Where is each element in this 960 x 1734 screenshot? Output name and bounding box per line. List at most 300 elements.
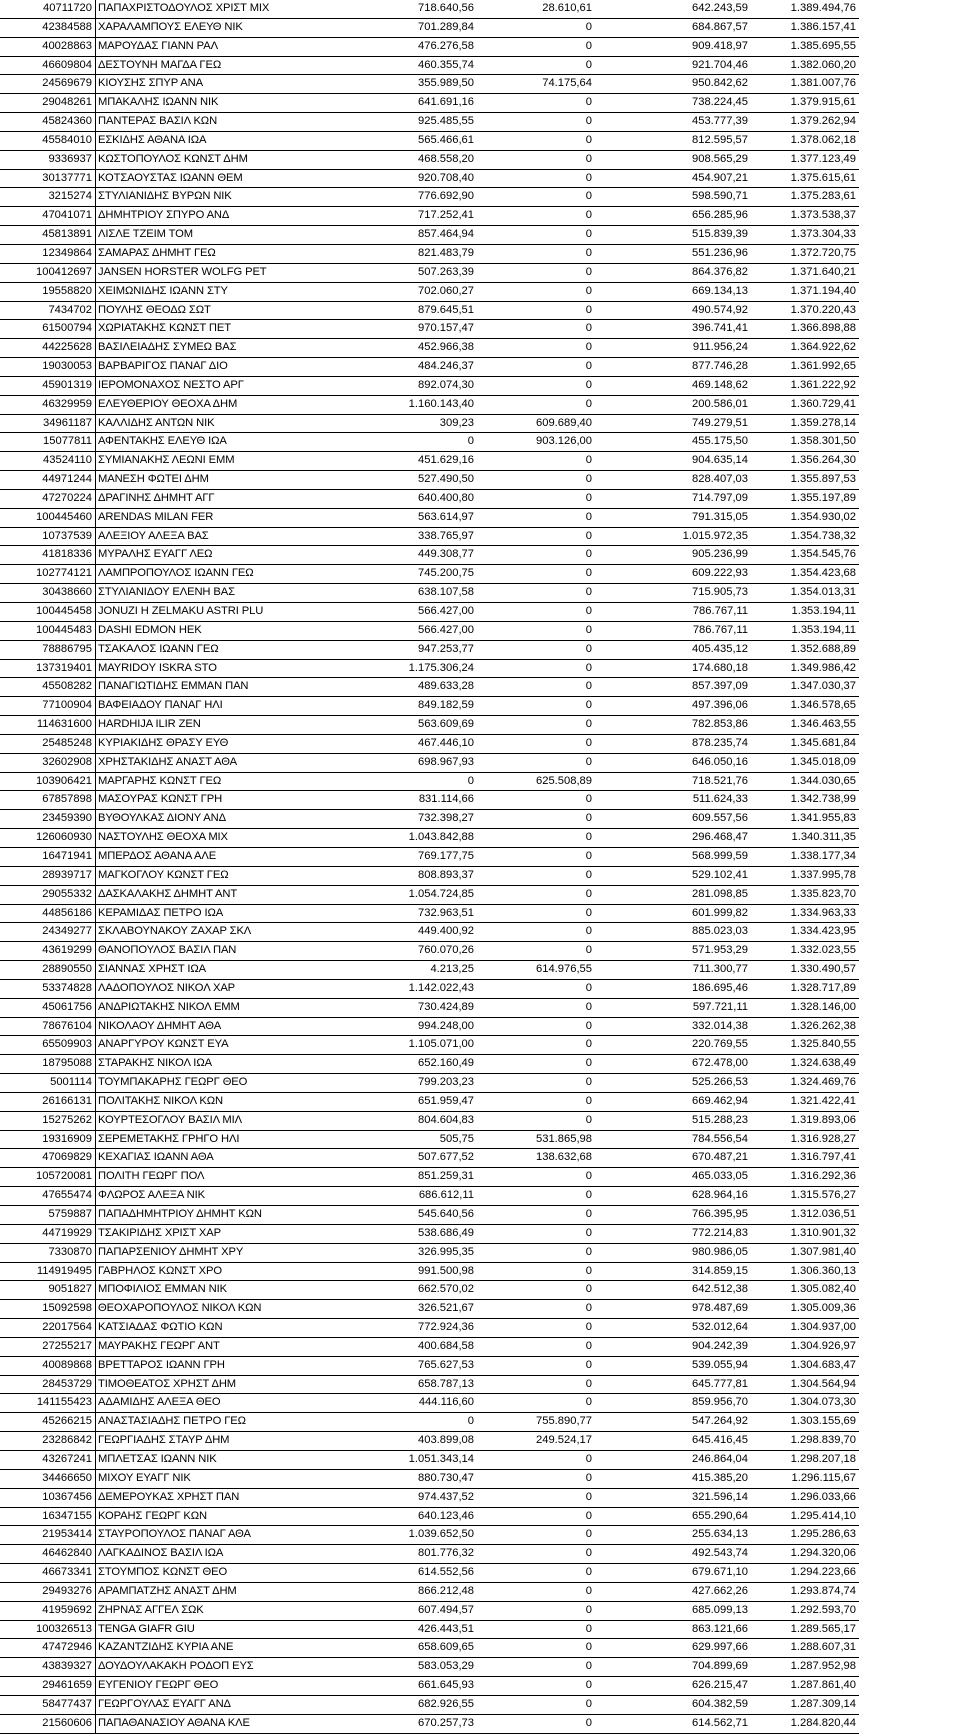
empty-cell bbox=[859, 565, 960, 584]
table-row bbox=[0, 697, 960, 716]
name-cell: ΛΑΜΠΡΟΠΟΥΛΟΣ ΙΩΑΝΝ ΓΕΩ bbox=[96, 565, 355, 584]
name-cell: ΣΚΛΑΒΟΥΝΑΚΟΥ ΖΑΧΑΡ ΣΚΛ bbox=[96, 923, 355, 942]
table-row bbox=[0, 56, 960, 75]
amount-b-cell: 0 bbox=[477, 923, 595, 942]
afm-cell: 5001114 bbox=[0, 1074, 96, 1093]
amount-b-cell: 0 bbox=[477, 1281, 595, 1300]
empty-cell bbox=[859, 1394, 960, 1413]
name-cell: JANSEN HORSTER WOLFG PET bbox=[96, 263, 355, 282]
total-cell: 1.338.177,34 bbox=[751, 847, 859, 866]
amount-c-cell: 551.236,96 bbox=[595, 244, 751, 263]
total-cell: 1.295.286,63 bbox=[751, 1526, 859, 1545]
amount-b-cell: 0 bbox=[477, 339, 595, 358]
amount-b-cell: 531.865,98 bbox=[477, 1130, 595, 1149]
table-row bbox=[0, 1507, 960, 1526]
empty-cell bbox=[859, 150, 960, 169]
amount-a-cell: 607.494,57 bbox=[354, 1601, 477, 1620]
table-row bbox=[0, 1243, 960, 1262]
afm-cell: 29055332 bbox=[0, 885, 96, 904]
amount-a-cell: 538.686,49 bbox=[354, 1224, 477, 1243]
table-row bbox=[0, 395, 960, 414]
amount-b-cell: 0 bbox=[477, 942, 595, 961]
table-row bbox=[0, 1036, 960, 1055]
amount-a-cell: 452.966,38 bbox=[354, 339, 477, 358]
total-cell: 1.355.897,53 bbox=[751, 471, 859, 490]
amount-c-cell: 646.050,16 bbox=[595, 753, 751, 772]
total-cell: 1.379.262,94 bbox=[751, 113, 859, 132]
name-cell: ΣΑΜΑΡΑΣ ΔΗΜΗΤ ΓΕΩ bbox=[96, 244, 355, 263]
amount-a-cell: 527.490,50 bbox=[354, 471, 477, 490]
name-cell: HARDHIJA ILIR ZEN bbox=[96, 716, 355, 735]
afm-cell: 67857898 bbox=[0, 791, 96, 810]
name-cell: ΚΩΣΤΟΠΟΥΛΟΣ ΚΩΝΣΤ ΔΗΜ bbox=[96, 150, 355, 169]
empty-cell bbox=[859, 1092, 960, 1111]
amount-c-cell: 718.521,76 bbox=[595, 772, 751, 791]
empty-cell bbox=[859, 659, 960, 678]
amount-a-cell: 772.924,36 bbox=[354, 1319, 477, 1338]
amount-c-cell: 255.634,13 bbox=[595, 1526, 751, 1545]
amount-b-cell: 0 bbox=[477, 998, 595, 1017]
afm-cell: 34466650 bbox=[0, 1469, 96, 1488]
amount-b-cell: 0 bbox=[477, 18, 595, 37]
amount-c-cell: 490.574,92 bbox=[595, 301, 751, 320]
amount-c-cell: 909.418,97 bbox=[595, 37, 751, 56]
name-cell: ΣΤΟΥΜΠΟΣ ΚΩΝΣΤ ΘΕΟ bbox=[96, 1564, 355, 1583]
total-cell: 1.364.922,62 bbox=[751, 339, 859, 358]
empty-cell bbox=[859, 339, 960, 358]
table-row bbox=[0, 904, 960, 923]
amount-b-cell: 0 bbox=[477, 546, 595, 565]
amount-b-cell: 0 bbox=[477, 734, 595, 753]
amount-b-cell: 0 bbox=[477, 1507, 595, 1526]
afm-cell: 47069829 bbox=[0, 1149, 96, 1168]
total-cell: 1.304.926,97 bbox=[751, 1337, 859, 1356]
amount-b-cell: 0 bbox=[477, 1375, 595, 1394]
total-cell: 1.305.009,36 bbox=[751, 1300, 859, 1319]
amount-c-cell: 645.777,81 bbox=[595, 1375, 751, 1394]
table-row bbox=[0, 1224, 960, 1243]
amount-a-cell: 857.464,94 bbox=[354, 226, 477, 245]
table-row bbox=[0, 1582, 960, 1601]
amount-c-cell: 465.033,05 bbox=[595, 1168, 751, 1187]
afm-cell: 24569679 bbox=[0, 75, 96, 94]
table-row bbox=[0, 1601, 960, 1620]
amount-c-cell: 812.595,57 bbox=[595, 131, 751, 150]
empty-cell bbox=[859, 885, 960, 904]
afm-cell: 3215274 bbox=[0, 188, 96, 207]
amount-b-cell: 0 bbox=[477, 150, 595, 169]
amount-c-cell: 396.741,41 bbox=[595, 320, 751, 339]
amount-b-cell: 0 bbox=[477, 1582, 595, 1601]
amount-b-cell: 0 bbox=[477, 358, 595, 377]
amount-a-cell: 925.485,55 bbox=[354, 113, 477, 132]
afm-cell: 114631600 bbox=[0, 716, 96, 735]
amount-a-cell: 400.684,58 bbox=[354, 1337, 477, 1356]
empty-cell bbox=[859, 866, 960, 885]
amount-b-cell: 0 bbox=[477, 1319, 595, 1338]
table-row bbox=[0, 829, 960, 848]
amount-c-cell: 885.023,03 bbox=[595, 923, 751, 942]
empty-cell bbox=[859, 942, 960, 961]
empty-cell bbox=[859, 1601, 960, 1620]
afm-cell: 16471941 bbox=[0, 847, 96, 866]
afm-cell: 100326513 bbox=[0, 1620, 96, 1639]
table-row bbox=[0, 1187, 960, 1206]
name-cell: ΜΑΥΡΑΚΗΣ ΓΕΩΡΓ ΑΝΤ bbox=[96, 1337, 355, 1356]
name-cell: ΠΑΝΑΓΙΩΤΙΔΗΣ ΕΜΜΑΝ ΠΑΝ bbox=[96, 678, 355, 697]
table-row bbox=[0, 1714, 960, 1733]
total-cell: 1.307.981,40 bbox=[751, 1243, 859, 1262]
afm-cell: 40711720 bbox=[0, 0, 96, 18]
amount-b-cell: 0 bbox=[477, 1639, 595, 1658]
name-cell: ΤΣΑΚΑΛΟΣ ΙΩΑΝΝ ΓΕΩ bbox=[96, 640, 355, 659]
amount-a-cell: 662.570,02 bbox=[354, 1281, 477, 1300]
amount-a-cell: 730.424,89 bbox=[354, 998, 477, 1017]
name-cell: ΧΩΡΙΑΤΑΚΗΣ ΚΩΝΣΤ ΠΕΤ bbox=[96, 320, 355, 339]
table-row bbox=[0, 18, 960, 37]
name-cell: ΧΕΙΜΩΝΙΔΗΣ ΙΩΑΝΝ ΣΤΥ bbox=[96, 282, 355, 301]
amount-b-cell: 0 bbox=[477, 1545, 595, 1564]
amount-c-cell: 669.134,13 bbox=[595, 282, 751, 301]
empty-cell bbox=[859, 1262, 960, 1281]
amount-c-cell: 609.557,56 bbox=[595, 810, 751, 829]
amount-b-cell: 0 bbox=[477, 697, 595, 716]
amount-a-cell: 760.070,26 bbox=[354, 942, 477, 961]
amount-a-cell: 449.308,77 bbox=[354, 546, 477, 565]
amount-b-cell: 249.524,17 bbox=[477, 1432, 595, 1451]
name-cell: ΝΑΣΤΟΥΛΗΣ ΘΕΟΧΑ ΜΙΧ bbox=[96, 829, 355, 848]
name-cell: ΠΑΠΑΘΑΝΑΣΙΟΥ ΑΘΑΝΑ ΚΛΕ bbox=[96, 1714, 355, 1733]
name-cell: ΠΑΠΑΡΣΕΝΙΟΥ ΔΗΜΗΤ ΧΡΥ bbox=[96, 1243, 355, 1262]
total-cell: 1.354.545,76 bbox=[751, 546, 859, 565]
table-row bbox=[0, 659, 960, 678]
empty-cell bbox=[859, 1300, 960, 1319]
empty-cell bbox=[859, 207, 960, 226]
amount-a-cell: 686.612,11 bbox=[354, 1187, 477, 1206]
amount-b-cell: 28.610,61 bbox=[477, 0, 595, 18]
amount-c-cell: 532.012,64 bbox=[595, 1319, 751, 1338]
total-cell: 1.373.304,33 bbox=[751, 226, 859, 245]
amount-b-cell: 0 bbox=[477, 1036, 595, 1055]
table-row bbox=[0, 1017, 960, 1036]
amount-b-cell: 0 bbox=[477, 169, 595, 188]
empty-cell bbox=[859, 1036, 960, 1055]
total-cell: 1.305.082,40 bbox=[751, 1281, 859, 1300]
empty-cell bbox=[859, 1055, 960, 1074]
table-row bbox=[0, 603, 960, 622]
empty-cell bbox=[859, 113, 960, 132]
amount-a-cell: 1.054.724,85 bbox=[354, 885, 477, 904]
total-cell: 1.316.292,36 bbox=[751, 1168, 859, 1187]
empty-cell bbox=[859, 1206, 960, 1225]
empty-cell bbox=[859, 1111, 960, 1130]
amount-c-cell: 672.478,00 bbox=[595, 1055, 751, 1074]
total-cell: 1.310.901,32 bbox=[751, 1224, 859, 1243]
amount-a-cell: 732.963,51 bbox=[354, 904, 477, 923]
name-cell: ΑΝΑΣΤΑΣΙΑΔΗΣ ΠΕΤΡΟ ΓΕΩ bbox=[96, 1413, 355, 1432]
table-row bbox=[0, 188, 960, 207]
name-cell: ΚΙΟΥΣΗΣ ΣΠΥΡ ΑΝΑ bbox=[96, 75, 355, 94]
table-row bbox=[0, 1488, 960, 1507]
amount-c-cell: 220.769,55 bbox=[595, 1036, 751, 1055]
table-row bbox=[0, 37, 960, 56]
afm-cell: 21953414 bbox=[0, 1526, 96, 1545]
amount-c-cell: 791.315,05 bbox=[595, 508, 751, 527]
total-cell: 1.353.194,11 bbox=[751, 621, 859, 640]
total-cell: 1.295.414,10 bbox=[751, 1507, 859, 1526]
amount-b-cell: 0 bbox=[477, 1450, 595, 1469]
table-row bbox=[0, 942, 960, 961]
table-row bbox=[0, 979, 960, 998]
name-cell: ΔΑΣΚΑΛΑΚΗΣ ΔΗΜΗΤ ΑΝΤ bbox=[96, 885, 355, 904]
table-row bbox=[0, 1111, 960, 1130]
amount-a-cell: 804.604,83 bbox=[354, 1111, 477, 1130]
table-row bbox=[0, 1375, 960, 1394]
name-cell: ΓΑΒΡΗΛΟΣ ΚΩΝΣΤ ΧΡΟ bbox=[96, 1262, 355, 1281]
amount-a-cell: 670.257,73 bbox=[354, 1714, 477, 1733]
table-row bbox=[0, 1262, 960, 1281]
amount-c-cell: 904.242,39 bbox=[595, 1337, 751, 1356]
amount-a-cell: 444.116,60 bbox=[354, 1394, 477, 1413]
afm-cell: 45061756 bbox=[0, 998, 96, 1017]
empty-cell bbox=[859, 0, 960, 18]
name-cell: ΝΙΚΟΛΑΟΥ ΔΗΜΗΤ ΑΘΑ bbox=[96, 1017, 355, 1036]
afm-cell: 43839327 bbox=[0, 1658, 96, 1677]
amount-c-cell: 749.279,51 bbox=[595, 414, 751, 433]
empty-cell bbox=[859, 414, 960, 433]
name-cell: ΒΑΦΕΙΑΔΟΥ ΠΑΝΑΓ ΗΛΙ bbox=[96, 697, 355, 716]
name-cell: ΚΕΧΑΓΙΑΣ ΙΩΑΝΝ ΑΘΑ bbox=[96, 1149, 355, 1168]
empty-cell bbox=[859, 1281, 960, 1300]
amount-c-cell: 711.300,77 bbox=[595, 961, 751, 980]
name-cell: ΣΥΜΙΑΝΑΚΗΣ ΛΕΩΝΙ ΕΜΜ bbox=[96, 452, 355, 471]
afm-cell: 18795088 bbox=[0, 1055, 96, 1074]
amount-a-cell: 566.427,00 bbox=[354, 621, 477, 640]
table-row bbox=[0, 847, 960, 866]
amount-c-cell: 629.997,66 bbox=[595, 1639, 751, 1658]
amount-b-cell: 0 bbox=[477, 810, 595, 829]
table-row bbox=[0, 1394, 960, 1413]
name-cell: ΚΕΡΑΜΙΔΑΣ ΠΕΤΡΟ ΙΩΑ bbox=[96, 904, 355, 923]
amount-c-cell: 863.121,66 bbox=[595, 1620, 751, 1639]
empty-cell bbox=[859, 1714, 960, 1733]
afm-cell: 29048261 bbox=[0, 94, 96, 113]
amount-c-cell: 950.842,62 bbox=[595, 75, 751, 94]
amount-c-cell: 186.695,46 bbox=[595, 979, 751, 998]
amount-c-cell: 1.015.972,35 bbox=[595, 527, 751, 546]
empty-cell bbox=[859, 961, 960, 980]
total-cell: 1.328.717,89 bbox=[751, 979, 859, 998]
name-cell: ΚΟΤΣΑΟΥΣΤΑΣ ΙΩΑΝΝ ΘΕΜ bbox=[96, 169, 355, 188]
name-cell: ΜΑΡΓΑΡΗΣ ΚΩΝΣΤ ΓΕΩ bbox=[96, 772, 355, 791]
name-cell: ΑΝΑΡΓΥΡΟΥ ΚΩΝΣΤ ΕΥΑ bbox=[96, 1036, 355, 1055]
name-cell: ΒΥΘΟΥΛΚΑΣ ΔΙΟΝΥ ΑΝΔ bbox=[96, 810, 355, 829]
total-cell: 1.315.576,27 bbox=[751, 1187, 859, 1206]
amount-b-cell: 0 bbox=[477, 1055, 595, 1074]
empty-cell bbox=[859, 1677, 960, 1696]
empty-cell bbox=[859, 640, 960, 659]
empty-cell bbox=[859, 1507, 960, 1526]
amount-b-cell: 0 bbox=[477, 791, 595, 810]
amount-c-cell: 200.586,01 bbox=[595, 395, 751, 414]
amount-a-cell: 920.708,40 bbox=[354, 169, 477, 188]
name-cell: ΠΑΠΑΔΗΜΗΤΡΙΟΥ ΔΗΜΗΤ ΚΩΝ bbox=[96, 1206, 355, 1225]
name-cell: ΒΑΡΒΑΡΙΓΟΣ ΠΑΝΑΓ ΔΙΟ bbox=[96, 358, 355, 377]
total-cell: 1.296.115,67 bbox=[751, 1469, 859, 1488]
amount-b-cell: 0 bbox=[477, 1224, 595, 1243]
afm-cell: 103906421 bbox=[0, 772, 96, 791]
amount-c-cell: 455.175,50 bbox=[595, 433, 751, 452]
total-cell: 1.304.073,30 bbox=[751, 1394, 859, 1413]
amount-c-cell: 628.964,16 bbox=[595, 1187, 751, 1206]
amount-c-cell: 905.236,99 bbox=[595, 546, 751, 565]
amount-c-cell: 453.777,39 bbox=[595, 113, 751, 132]
amount-b-cell: 0 bbox=[477, 1488, 595, 1507]
afm-cell: 45901319 bbox=[0, 376, 96, 395]
amount-c-cell: 655.290,64 bbox=[595, 1507, 751, 1526]
afm-cell: 26166131 bbox=[0, 1092, 96, 1111]
empty-cell bbox=[859, 1224, 960, 1243]
table-row bbox=[0, 1281, 960, 1300]
amount-a-cell: 892.074,30 bbox=[354, 376, 477, 395]
name-cell: ΠΟΛΙΤΗ ΓΕΩΡΓ ΠΟΛ bbox=[96, 1168, 355, 1187]
table-row bbox=[0, 1469, 960, 1488]
total-cell: 1.382.060,20 bbox=[751, 56, 859, 75]
total-cell: 1.304.564,94 bbox=[751, 1375, 859, 1394]
amount-a-cell: 505,75 bbox=[354, 1130, 477, 1149]
empty-cell bbox=[859, 1620, 960, 1639]
amount-a-cell: 1.142.022,43 bbox=[354, 979, 477, 998]
amount-a-cell: 614.552,56 bbox=[354, 1564, 477, 1583]
name-cell: ΜΥΡΑΛΗΣ ΕΥΑΓΓ ΛΕΩ bbox=[96, 546, 355, 565]
amount-a-cell: 769.177,75 bbox=[354, 847, 477, 866]
amount-b-cell: 0 bbox=[477, 1394, 595, 1413]
empty-cell bbox=[859, 358, 960, 377]
amount-b-cell: 0 bbox=[477, 282, 595, 301]
amount-b-cell: 0 bbox=[477, 131, 595, 150]
amount-a-cell: 801.776,32 bbox=[354, 1545, 477, 1564]
name-cell: ΔΟΥΔΟΥΛΑΚΑΚΗ ΡΟΔΟΠ ΕΥΣ bbox=[96, 1658, 355, 1677]
total-cell: 1.342.738,99 bbox=[751, 791, 859, 810]
afm-cell: 46609804 bbox=[0, 56, 96, 75]
amount-c-cell: 597.721,11 bbox=[595, 998, 751, 1017]
empty-cell bbox=[859, 301, 960, 320]
amount-a-cell: 563.609,69 bbox=[354, 716, 477, 735]
table-row bbox=[0, 1319, 960, 1338]
empty-cell bbox=[859, 1413, 960, 1432]
name-cell: ΖΗΡΝΑΣ ΑΓΓΕΛ ΣΩΚ bbox=[96, 1601, 355, 1620]
name-cell: ΒΑΣΙΛΕΙΑΔΗΣ ΣΥΜΕΩ ΒΑΣ bbox=[96, 339, 355, 358]
amount-b-cell: 0 bbox=[477, 1300, 595, 1319]
name-cell: ΔΕΜΕΡΟΥΚΑΣ ΧΡΗΣΤ ΠΑΝ bbox=[96, 1488, 355, 1507]
amount-c-cell: 908.565,29 bbox=[595, 150, 751, 169]
amount-c-cell: 859.956,70 bbox=[595, 1394, 751, 1413]
total-cell: 1.389.494,76 bbox=[751, 0, 859, 18]
amount-a-cell: 565.466,61 bbox=[354, 131, 477, 150]
amount-c-cell: 911.956,24 bbox=[595, 339, 751, 358]
afm-cell: 15077811 bbox=[0, 433, 96, 452]
amount-c-cell: 766.395,95 bbox=[595, 1206, 751, 1225]
table-row bbox=[0, 734, 960, 753]
table-row bbox=[0, 1658, 960, 1677]
total-cell: 1.321.422,41 bbox=[751, 1092, 859, 1111]
total-cell: 1.326.262,38 bbox=[751, 1017, 859, 1036]
amount-a-cell: 640.123,46 bbox=[354, 1507, 477, 1526]
amount-a-cell: 831.114,66 bbox=[354, 791, 477, 810]
amount-c-cell: 281.098,85 bbox=[595, 885, 751, 904]
total-cell: 1.354.423,68 bbox=[751, 565, 859, 584]
total-cell: 1.304.937,00 bbox=[751, 1319, 859, 1338]
amount-b-cell: 0 bbox=[477, 621, 595, 640]
amount-a-cell: 0 bbox=[354, 1413, 477, 1432]
total-cell: 1.344.030,65 bbox=[751, 772, 859, 791]
total-cell: 1.345.681,84 bbox=[751, 734, 859, 753]
amount-b-cell: 614.976,55 bbox=[477, 961, 595, 980]
amount-a-cell: 1.043.842,88 bbox=[354, 829, 477, 848]
table-row bbox=[0, 1356, 960, 1375]
name-cell: ΤΣΑΚΙΡΙΔΗΣ ΧΡΙΣΤ ΧΑΡ bbox=[96, 1224, 355, 1243]
empty-cell bbox=[859, 734, 960, 753]
name-cell: ΔΗΜΗΤΡΙΟΥ ΣΠΥΡΟ ΑΝΔ bbox=[96, 207, 355, 226]
table-row bbox=[0, 1545, 960, 1564]
total-cell: 1.287.952,98 bbox=[751, 1658, 859, 1677]
empty-cell bbox=[859, 1168, 960, 1187]
total-cell: 1.328.146,00 bbox=[751, 998, 859, 1017]
empty-cell bbox=[859, 18, 960, 37]
amount-b-cell: 0 bbox=[477, 263, 595, 282]
empty-cell bbox=[859, 244, 960, 263]
table-row bbox=[0, 244, 960, 263]
name-cell: MAYRIDOY ISKRA STO bbox=[96, 659, 355, 678]
afm-cell: 7434702 bbox=[0, 301, 96, 320]
total-cell: 1.352.688,89 bbox=[751, 640, 859, 659]
empty-cell bbox=[859, 1356, 960, 1375]
total-cell: 1.287.861,40 bbox=[751, 1677, 859, 1696]
amount-c-cell: 786.767,11 bbox=[595, 603, 751, 622]
table-row bbox=[0, 0, 960, 18]
empty-cell bbox=[859, 1074, 960, 1093]
amount-b-cell: 0 bbox=[477, 565, 595, 584]
empty-cell bbox=[859, 1450, 960, 1469]
amount-a-cell: 640.400,80 bbox=[354, 489, 477, 508]
name-cell: ΠΟΛΙΤΑΚΗΣ ΝΙΚΟΛ ΚΩΝ bbox=[96, 1092, 355, 1111]
name-cell: ΣΤΥΛΙΑΝΙΔΗΣ ΒΥΡΩΝ ΝΙΚ bbox=[96, 188, 355, 207]
amount-c-cell: 669.462,94 bbox=[595, 1092, 751, 1111]
amount-c-cell: 469.148,62 bbox=[595, 376, 751, 395]
empty-cell bbox=[859, 1319, 960, 1338]
afm-cell: 21560606 bbox=[0, 1714, 96, 1733]
name-cell: ΕΛΕΥΘΕΡΙΟΥ ΘΕΟΧΑ ΔΗΜ bbox=[96, 395, 355, 414]
amount-a-cell: 326.995,35 bbox=[354, 1243, 477, 1262]
amount-c-cell: 511.624,33 bbox=[595, 791, 751, 810]
amount-a-cell: 426.443,51 bbox=[354, 1620, 477, 1639]
amount-a-cell: 326.521,67 bbox=[354, 1300, 477, 1319]
name-cell: ΜΑΝΕΣΗ ΦΩΤΕΙ ΔΗΜ bbox=[96, 471, 355, 490]
amount-a-cell: 732.398,27 bbox=[354, 810, 477, 829]
afm-cell: 45266215 bbox=[0, 1413, 96, 1432]
afm-cell: 47472946 bbox=[0, 1639, 96, 1658]
empty-cell bbox=[859, 452, 960, 471]
afm-cell: 105720081 bbox=[0, 1168, 96, 1187]
amount-b-cell: 0 bbox=[477, 1620, 595, 1639]
name-cell: ΣΤΑΡΑΚΗΣ ΝΙΚΟΛ ΙΩΑ bbox=[96, 1055, 355, 1074]
afm-cell: 44856186 bbox=[0, 904, 96, 923]
total-cell: 1.334.963,33 bbox=[751, 904, 859, 923]
table-row bbox=[0, 885, 960, 904]
empty-cell bbox=[859, 282, 960, 301]
table-row bbox=[0, 358, 960, 377]
afm-cell: 5759887 bbox=[0, 1206, 96, 1225]
